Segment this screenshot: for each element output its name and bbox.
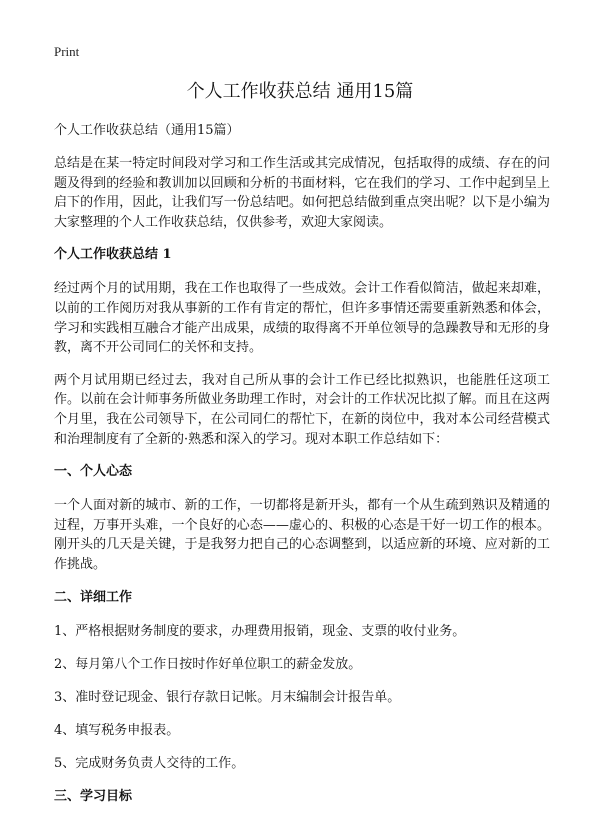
work-item: 1、严格根据财务制度的要求，办理费用报销，现金、支票的收付业务。: [54, 623, 466, 639]
summary-1-paragraph-2: 两个月试用期已经过去，我对自己所从事的会计工作已经比拟熟识，也能胜任这项工作。以前在会计师事务所做业务助理工作时，对会计的工作状况比拟了解。而且在这两个月里，我在公司领导下，在公司同仁的帮忙下，在新的岗位中，我对本公司经营模式和治理制度有了全新的·熟悉和深入的学习。现对本职工作总结如下：: [54, 372, 550, 447]
section-mindset-paragraph: 一个人面对新的城市、新的工作，一切都将是新开头，都有一个从生疏到熟识及精通的过程，万事开头难，一个良好的心态——虚心的、积极的心态是干好一切工作的根本。刚开头的几天是关键，于是我努力把自己的心态调整到，以适应新的环境、应对新的工作挑战。: [54, 498, 550, 572]
section-learning-goals-heading: 三、学习目标: [54, 788, 133, 804]
document-subtitle: 个人工作收获总结（通用15篇）: [54, 123, 240, 138]
section-work-details-heading: 二、详细工作: [54, 589, 133, 605]
intro-paragraph: 总结是在某一特定时间段对学习和工作生活或其完成情况，包括取得的成绩、存在的问题及得到的经验和教训加以回顾和分析的书面材料，它在我们的学习、工作中起到呈上启下的作用，因此，让我们写一份总结吧。如何把总结做到重点突出呢？以下是小编为大家整理的个人工作收获总结，仅供参考，欢迎大家阅读。: [54, 156, 550, 230]
work-item: 4、填写税务申报表。: [54, 722, 180, 738]
work-item: 2、每月第八个工作日按时作好单位职工的薪金发放。: [54, 656, 362, 672]
work-item: 5、完成财务负责人交待的工作。: [54, 755, 245, 771]
section-mindset-heading: 一、个人心态: [54, 464, 133, 480]
document-title: 个人工作收获总结 通用15篇: [186, 81, 414, 102]
document-body: [54, 121, 550, 821]
summary-1-heading: 个人工作收获总结 1: [54, 247, 172, 263]
print-label: Print: [54, 44, 80, 59]
work-item: 3、准时登记现金、银行存款日记帐。月末编制会计报告单。: [54, 689, 401, 705]
summary-1-paragraph-1: 经过两个月的试用期，我在工作也取得了一些成效。会计工作看似简洁，做起来却难，以前的工作阅历对我从事新的工作有肯定的帮忙，但许多事情还需要重新熟悉和体会，学习和实践相互融合才能产出成果，成绩的取得离不开单位领导的急躁教导和无形的身教，离不开公司同仁的关怀和支持。: [54, 281, 550, 356]
